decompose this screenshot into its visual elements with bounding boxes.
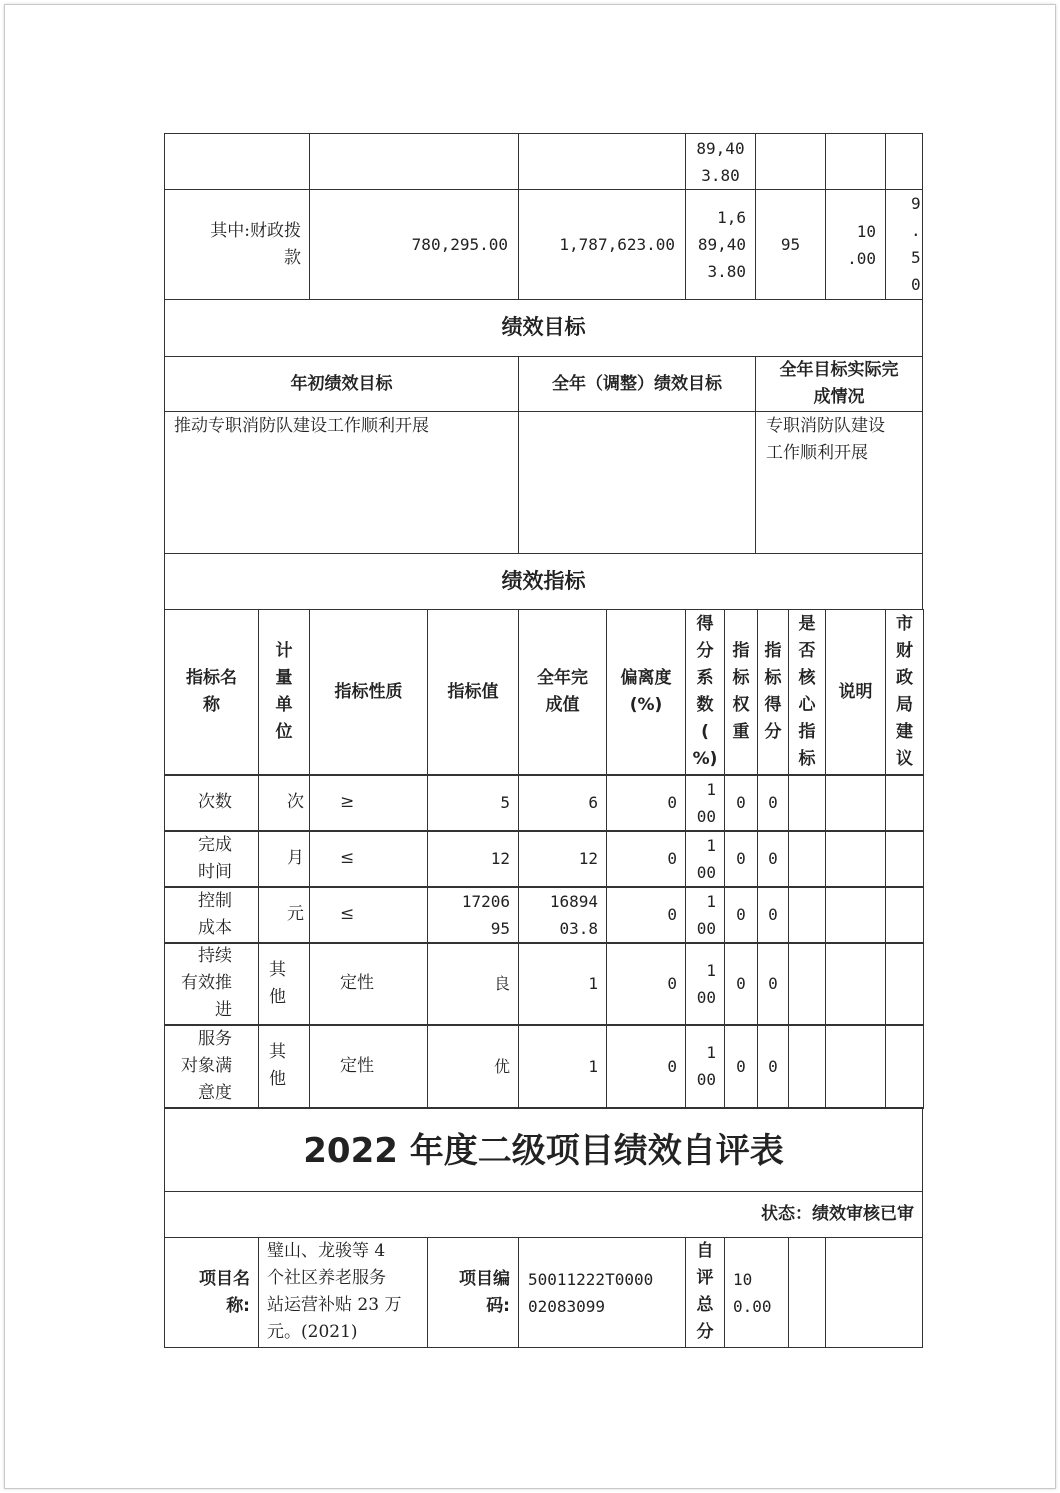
goals-actual-cell xyxy=(755,411,923,554)
goals-section-header xyxy=(164,299,923,357)
indicator-name: 持续 有效推 进 xyxy=(181,946,232,1020)
indicator-coef: 1 00 xyxy=(696,836,716,882)
indicator-nature: 定性 xyxy=(340,1056,374,1076)
self-score-value-cell xyxy=(724,1237,789,1348)
indicator-row-4-cell xyxy=(518,942,607,1026)
goals-col1-label: 年初绩效目标 xyxy=(290,374,393,394)
self-score-label-cell xyxy=(685,1237,725,1348)
indicators-section-header xyxy=(164,553,923,610)
indicator-header-cell xyxy=(518,609,607,776)
indicator-row-1-cell xyxy=(757,774,789,832)
indicator-row-2-cell xyxy=(757,830,789,888)
goals-actual-text: 专职消防队建设 工作顺利开展 xyxy=(766,416,885,463)
budget-row1-c5 xyxy=(755,133,826,190)
project-blank-cell-2 xyxy=(825,1237,923,1348)
indicator-score: 0 xyxy=(768,974,778,993)
budget-row1-c4 xyxy=(685,133,756,190)
indicator-row-5-cell xyxy=(685,1024,725,1109)
indicator-row-3-cell xyxy=(885,886,924,944)
goals-col2-label: 全年（调整）绩效目标 xyxy=(552,374,722,394)
goals-initial-cell xyxy=(164,411,519,554)
indicator-deviation: 0 xyxy=(667,974,677,993)
indicator-header-label: 偏离度 (%) xyxy=(620,668,672,715)
indicator-row-2-cell xyxy=(825,830,886,888)
goals-col2-header xyxy=(518,356,756,412)
indicator-header-label: 指标名 称 xyxy=(186,668,237,715)
indicator-row-5-cell xyxy=(788,1024,826,1109)
project-code-label: 项目编 码: xyxy=(459,1269,510,1316)
indicator-unit: 次 xyxy=(287,792,304,812)
project-code-value-cell xyxy=(518,1237,686,1348)
indicator-unit: 元 xyxy=(287,904,304,924)
indicator-weight: 0 xyxy=(736,974,746,993)
indicator-header-cell xyxy=(427,609,519,776)
indicator-name: 完成 时间 xyxy=(198,835,232,882)
indicator-row-4-cell xyxy=(757,942,789,1026)
goals-adjusted-cell xyxy=(518,411,756,554)
budget-row2-c3 xyxy=(518,189,686,300)
indicator-row-1-cell xyxy=(258,774,310,832)
indicator-row-4-cell xyxy=(685,942,725,1026)
indicator-header-label: 市 财 政 局 建 议 xyxy=(896,614,913,769)
indicator-actual: 1 xyxy=(588,974,598,993)
goals-col1-header xyxy=(164,356,519,412)
budget-row2-weight: 95 xyxy=(780,235,801,254)
budget-row2-c2 xyxy=(309,189,519,300)
indicator-header-label: 指 标 得 分 xyxy=(764,641,782,742)
indicator-row-1-cell xyxy=(427,774,519,832)
indicator-target: 优 xyxy=(493,1057,510,1076)
project-name-label: 项目名 称: xyxy=(199,1269,250,1316)
indicator-row-2-cell xyxy=(427,830,519,888)
indicator-actual: 12 xyxy=(578,849,598,868)
indicator-row-1-cell xyxy=(518,774,607,832)
budget-row2-c5 xyxy=(755,189,826,300)
indicator-nature: ≤ xyxy=(340,848,355,868)
form-title-cell xyxy=(164,1107,923,1192)
budget-row2-rate: 10 .00 xyxy=(847,222,876,268)
indicator-header-cell xyxy=(757,609,789,776)
indicator-row-4-cell xyxy=(724,942,758,1026)
indicator-row-4-cell xyxy=(309,942,428,1026)
indicator-row-3-cell xyxy=(757,886,789,944)
indicator-header-label: 计 量 单 位 xyxy=(275,641,293,742)
indicator-row-5-cell xyxy=(885,1024,924,1109)
indicator-nature: ≤ xyxy=(340,904,355,924)
indicator-row-1-cell xyxy=(164,774,259,832)
indicator-row-2-cell xyxy=(685,830,725,888)
goals-section-title: 绩效目标 xyxy=(501,315,586,339)
indicator-row-5-cell xyxy=(606,1024,686,1109)
goals-col3-header xyxy=(755,356,923,412)
indicator-unit: 其 他 xyxy=(269,960,286,1007)
indicator-header-cell xyxy=(825,609,886,776)
indicator-row-5-cell xyxy=(724,1024,758,1109)
indicator-weight: 0 xyxy=(736,905,746,924)
indicator-actual: 6 xyxy=(588,793,598,812)
budget-row2-annual: 1,787,623.00 xyxy=(559,235,675,254)
indicator-row-2-cell xyxy=(885,830,924,888)
indicator-row-5-cell xyxy=(309,1024,428,1109)
indicator-nature: ≥ xyxy=(340,792,355,812)
indicator-row-3-cell xyxy=(309,886,428,944)
goals-initial-text: 推动专职消防队建设工作顺利开展 xyxy=(174,416,429,436)
indicator-row-3-cell xyxy=(685,886,725,944)
indicator-row-4-cell xyxy=(606,942,686,1026)
indicator-score: 0 xyxy=(768,849,778,868)
indicator-header-cell xyxy=(606,609,686,776)
indicator-row-1-cell xyxy=(825,774,886,832)
form-title: 2022 年度二级项目绩效自评表 xyxy=(303,1131,784,1171)
indicator-header-cell xyxy=(258,609,310,776)
indicator-row-2-cell xyxy=(788,830,826,888)
budget-row2-executed: 1,6 89,40 3.80 xyxy=(697,208,746,281)
indicator-row-5-cell xyxy=(258,1024,310,1109)
indicator-score: 0 xyxy=(768,793,778,812)
indicator-header-label: 是 否 核 心 指 标 xyxy=(798,614,816,769)
indicator-unit: 其 他 xyxy=(269,1042,286,1089)
indicator-header-label: 全年完 成值 xyxy=(537,668,588,715)
indicator-coef: 1 00 xyxy=(696,1043,716,1089)
indicator-row-2-cell xyxy=(606,830,686,888)
budget-row2-label: 其中:财政拨 款 xyxy=(210,221,301,268)
indicator-weight: 0 xyxy=(736,793,746,812)
indicator-row-1-cell xyxy=(606,774,686,832)
indicator-row-4-cell xyxy=(164,942,259,1026)
indicator-header-cell xyxy=(309,609,428,776)
budget-row2-c4 xyxy=(685,189,756,300)
project-code-value: 50011222T0000 02083099 xyxy=(528,1270,654,1316)
indicator-row-1-cell xyxy=(788,774,826,832)
project-name-value: 璧山、龙骏等 4 个社区养老服务 站运营补贴 23 万 元。(2021) xyxy=(267,1241,402,1342)
project-code-label-cell xyxy=(427,1237,519,1348)
indicator-unit: 月 xyxy=(287,848,304,868)
indicator-row-5-cell xyxy=(757,1024,789,1109)
indicator-target: 12 xyxy=(490,849,510,868)
form-status-cell xyxy=(164,1191,923,1238)
indicator-header-label: 指标值 xyxy=(447,682,499,702)
indicator-coef: 1 00 xyxy=(696,780,716,826)
indicator-actual: 16894 03.8 xyxy=(549,892,598,938)
indicator-header-cell xyxy=(788,609,826,776)
indicator-target: 良 xyxy=(493,974,510,993)
budget-row2-score: 9 . 5 0 xyxy=(911,194,921,294)
indicator-target: 17206 95 xyxy=(461,892,510,938)
indicator-row-2-cell xyxy=(164,830,259,888)
indicator-weight: 0 xyxy=(736,849,746,868)
indicator-header-cell xyxy=(685,609,725,776)
indicator-deviation: 0 xyxy=(667,793,677,812)
indicator-row-2-cell xyxy=(258,830,310,888)
budget-row2-initial: 780,295.00 xyxy=(411,235,508,254)
project-blank-cell-1 xyxy=(788,1237,826,1348)
indicator-header-label: 得 分 系 数 ( %) xyxy=(692,614,718,769)
indicator-row-3-cell xyxy=(788,886,826,944)
indicator-deviation: 0 xyxy=(667,849,677,868)
indicator-row-5-cell xyxy=(427,1024,519,1109)
indicator-row-4-cell xyxy=(825,942,886,1026)
indicator-row-1-cell xyxy=(685,774,725,832)
indicator-row-2-cell xyxy=(309,830,428,888)
indicator-actual: 1 xyxy=(588,1057,598,1076)
indicator-row-3-cell xyxy=(518,886,607,944)
budget-row1-label-cell xyxy=(164,133,310,190)
indicator-header-cell xyxy=(164,609,259,776)
indicator-row-3-cell xyxy=(825,886,886,944)
indicator-row-4-cell xyxy=(885,942,924,1026)
indicator-row-5-cell xyxy=(825,1024,886,1109)
self-score-label: 自 评 总 分 xyxy=(696,1241,714,1342)
indicator-header-label: 指 标 权 重 xyxy=(732,641,750,742)
indicator-nature: 定性 xyxy=(340,973,374,993)
indicator-row-4-cell xyxy=(788,942,826,1026)
indicator-row-5-cell xyxy=(518,1024,607,1109)
budget-row2-c6 xyxy=(825,189,886,300)
indicator-row-5-cell xyxy=(164,1024,259,1109)
goals-col3-label: 全年目标实际完 成情况 xyxy=(779,360,899,407)
project-name-label-cell xyxy=(164,1237,259,1348)
budget-row1-c3 xyxy=(518,133,686,190)
budget-row1-c7 xyxy=(885,133,923,190)
indicator-coef: 1 00 xyxy=(696,961,716,1007)
indicator-row-2-cell xyxy=(518,830,607,888)
budget-row1-c2 xyxy=(309,133,519,190)
indicator-name: 控制 成本 xyxy=(198,891,232,938)
indicator-weight: 0 xyxy=(736,1057,746,1076)
indicator-row-3-cell xyxy=(164,886,259,944)
indicator-header-label: 说明 xyxy=(838,682,873,702)
form-status: 状态：绩效审核已审 xyxy=(761,1204,914,1224)
project-name-value-cell xyxy=(258,1237,428,1348)
indicator-row-4-cell xyxy=(427,942,519,1026)
indicator-row-1-cell xyxy=(724,774,758,832)
budget-row2-c7 xyxy=(885,189,923,300)
indicator-coef: 1 00 xyxy=(696,892,716,938)
indicator-name: 次数 xyxy=(198,792,232,812)
indicator-deviation: 0 xyxy=(667,905,677,924)
indicator-row-2-cell xyxy=(724,830,758,888)
indicator-row-3-cell xyxy=(427,886,519,944)
budget-row2-label-cell xyxy=(164,189,310,300)
indicator-target: 5 xyxy=(500,793,510,812)
indicator-row-3-cell xyxy=(606,886,686,944)
indicator-name: 服务 对象满 意度 xyxy=(181,1029,232,1103)
budget-row1-c6 xyxy=(825,133,886,190)
indicator-score: 0 xyxy=(768,905,778,924)
indicator-header-label: 指标性质 xyxy=(334,682,403,702)
indicator-row-4-cell xyxy=(258,942,310,1026)
indicator-score: 0 xyxy=(768,1057,778,1076)
indicator-header-cell xyxy=(724,609,758,776)
indicator-header-cell xyxy=(885,609,924,776)
self-score-value: 10 0.00 xyxy=(733,1270,772,1316)
indicators-section-title: 绩效指标 xyxy=(501,569,586,593)
indicator-row-3-cell xyxy=(258,886,310,944)
indicator-row-1-cell xyxy=(885,774,924,832)
indicator-row-1-cell xyxy=(309,774,428,832)
indicator-row-3-cell xyxy=(724,886,758,944)
budget-row1-executed: 89,40 3.80 xyxy=(696,139,745,185)
indicator-deviation: 0 xyxy=(667,1057,677,1076)
